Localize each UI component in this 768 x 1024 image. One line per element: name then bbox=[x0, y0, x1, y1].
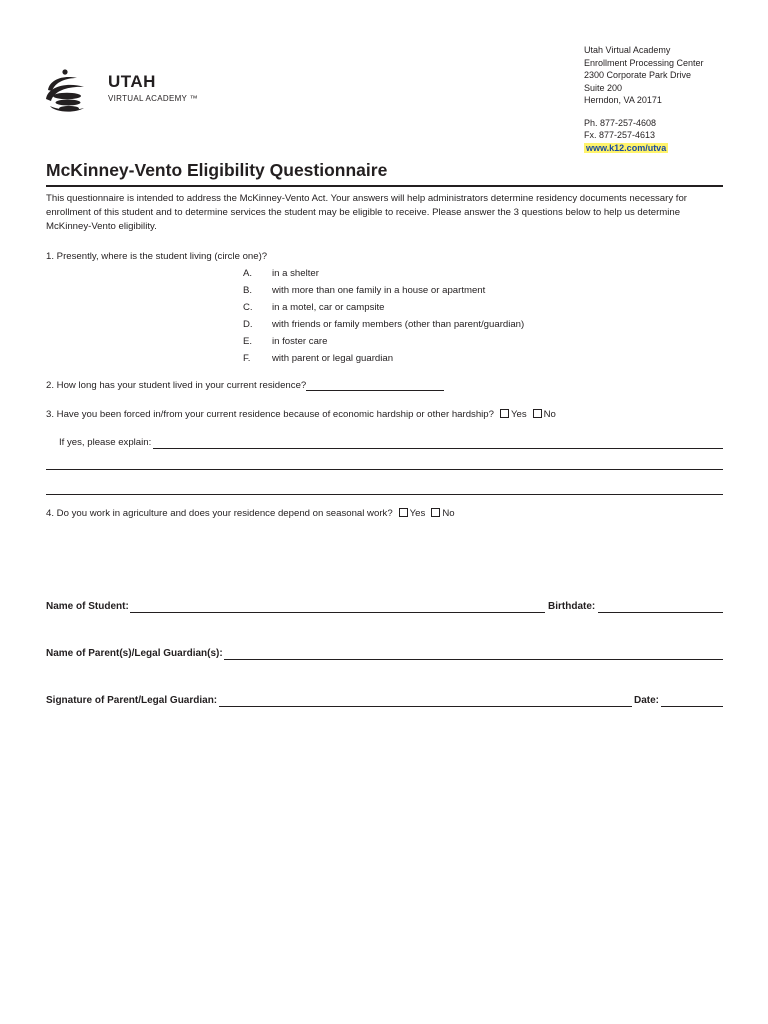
student-name-label: Name of Student: bbox=[46, 601, 129, 612]
page-title: McKinney-Vento Eligibility Questionnaire bbox=[46, 160, 388, 180]
yes-checkbox[interactable] bbox=[399, 508, 408, 517]
explain-field-line[interactable] bbox=[46, 469, 723, 470]
signature-field[interactable] bbox=[219, 706, 632, 707]
option-text[interactable]: in a shelter bbox=[272, 268, 319, 279]
question-3-text: 3. Have you been forced in/from your current residence because of economic hardship or other hardship? bbox=[46, 409, 494, 420]
option-letter: A. bbox=[243, 268, 253, 279]
birthdate-label: Birthdate: bbox=[548, 601, 596, 612]
address-block bbox=[584, 44, 704, 154]
address-line: Suite 200 bbox=[584, 82, 623, 93]
option-letter: E. bbox=[243, 336, 253, 347]
title-divider bbox=[46, 185, 723, 187]
option-letter: F. bbox=[243, 353, 251, 364]
date-field[interactable] bbox=[661, 706, 723, 707]
option-text[interactable]: in a motel, car or campsite bbox=[272, 302, 385, 313]
address-line: 2300 Corporate Park Drive bbox=[584, 70, 692, 80]
option-text[interactable]: with more than one family in a house or apartment bbox=[272, 285, 486, 296]
option-text[interactable]: with friends or family members (other than parent/guardian) bbox=[272, 319, 525, 330]
explain-label: If yes, please explain: bbox=[59, 437, 152, 448]
no-label: No bbox=[543, 409, 556, 420]
fax-number: Fx. 877-257-4613 bbox=[584, 130, 656, 140]
logo-subtitle: VIRTUAL ACADEMY ™ bbox=[108, 94, 198, 103]
question-3 bbox=[46, 409, 556, 420]
residence-duration-field[interactable] bbox=[306, 380, 444, 391]
question-2-text: 2. How long has your student lived in your current residence? bbox=[46, 380, 307, 391]
yes-checkbox[interactable] bbox=[500, 409, 509, 418]
address-line: Herndon, VA 20171 bbox=[584, 95, 662, 105]
question-2 bbox=[46, 380, 444, 391]
date-label: Date: bbox=[634, 695, 660, 706]
parent-name-field[interactable] bbox=[224, 659, 723, 660]
no-checkbox[interactable] bbox=[431, 508, 440, 517]
question-1: 1. Presently, where is the student living (circle one)? bbox=[46, 251, 268, 262]
no-label: No bbox=[442, 508, 455, 519]
student-name-field[interactable] bbox=[130, 612, 545, 613]
website-link[interactable]: www.k12.com/utva bbox=[586, 142, 667, 153]
address-line: Utah Virtual Academy bbox=[584, 45, 671, 55]
option-letter: D. bbox=[243, 319, 253, 330]
no-checkbox[interactable] bbox=[533, 409, 542, 418]
explain-field-line[interactable] bbox=[46, 494, 723, 495]
explain-field-line[interactable] bbox=[153, 448, 723, 449]
option-letter: B. bbox=[243, 285, 253, 296]
parent-name-label: Name of Parent(s)/Legal Guardian(s): bbox=[46, 648, 223, 659]
option-text[interactable]: with parent or legal guardian bbox=[272, 353, 394, 364]
option-text[interactable]: in foster care bbox=[272, 336, 328, 347]
phone-number: Ph. 877-257-4608 bbox=[584, 117, 657, 128]
option-letter: C. bbox=[243, 302, 253, 313]
question-4-text: 4. Do you work in agriculture and does your residence depend on seasonal work? bbox=[46, 508, 393, 519]
address-line: Enrollment Processing Center bbox=[584, 57, 704, 68]
question-4 bbox=[46, 508, 455, 519]
yes-label: Yes bbox=[409, 508, 426, 519]
logo-wordmark: UTAH bbox=[108, 72, 156, 91]
birthdate-field[interactable] bbox=[598, 612, 723, 613]
intro-paragraph: This questionnaire is intended to address the McKinney-Vento Act. Your answers will help administrators determine residency documents necessary for enrollment of this student and to determine services the student may be eligible to receive. Please answer the 3 questions below to help us determine McKinney-Vento eligibility. bbox=[46, 193, 687, 232]
signature-label: Signature of Parent/Legal Guardian: bbox=[46, 695, 218, 706]
yes-label: Yes bbox=[510, 409, 527, 420]
